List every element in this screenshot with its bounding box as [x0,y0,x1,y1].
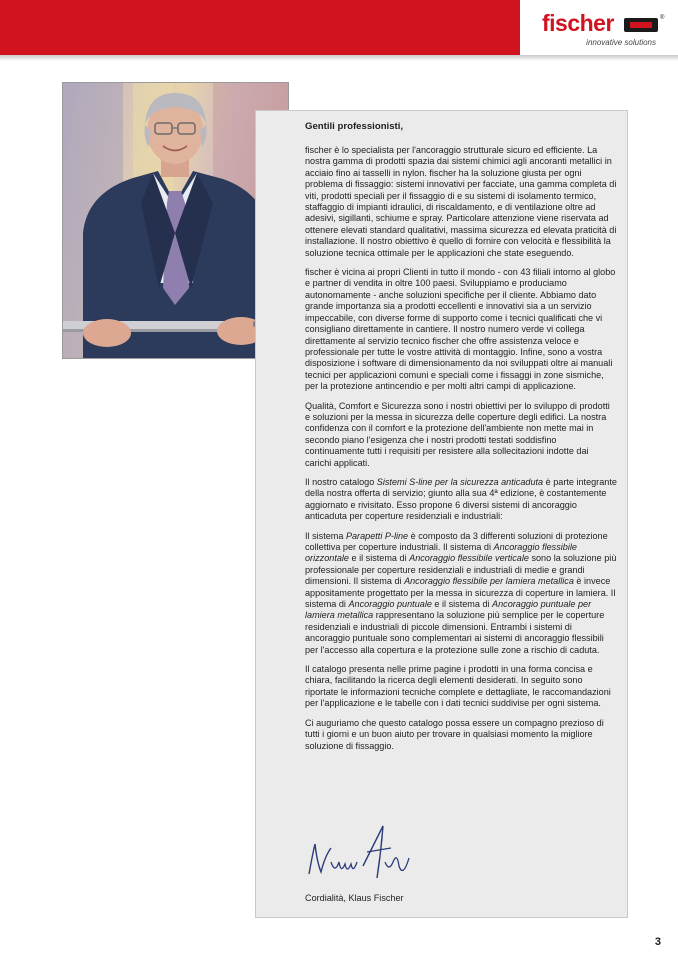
brand-name: fischer [542,10,614,36]
paragraph-systems: Il sistema Parapetti P-line è composto da 3 differenti soluzioni di protezione collettiva per coperture industriali. Il sistema di Ancoraggio flessibile orizzontale e il sistema di Ancoraggio flessibile verticale sono la soluzione più professionale per coperture residenziali e industriali di medie e grandi dimensioni. Il sistema di Ancoraggio flessibile per lamiera metallica è invece appositamente progettato per la messa in sicurezza di coperture in lamiera. Il sistema di Ancoraggio puntuale e il sistema di Ancoraggio puntuale per lamiera metallica rappresentano la soluzione più semplice per le coperture residenziali e industriali di piccole dimensioni. Entrambi i sistemi di ancoraggio puntuale sono complementari ai sistemi di ancoraggio flessibili per l'accesso alla copertura e la protezione sulle zone a rischio di caduta. [305,530,617,655]
paragraph-wish: Ci auguriamo che questo catalogo possa essere un compagno prezioso di tutti i giorni e un buon aiuto per trovare in qualsiasi momento la migliore soluzione di fissaggio. [305,717,604,751]
header-divider [0,55,678,61]
letter-salutation: Gentili professionisti, [305,121,404,132]
page-number: 3 [654,936,661,948]
paragraph-global: fischer è vicina ai propri Clienti in tutto il mondo - con 43 filiali intorno al globo e partner di vendita in oltre 100 paesi. Sviluppiamo e produciamo autonomamente - anche soluzioni specifiche per il cliente. Abbiamo dato grande importanza sia a prodotti eccellenti e innovativi sia a un servizio impeccabile, con diverse forme di supporto come i tecnici qualificati che vi consigliano direttamente in cantiere. Il nostro numero verde vi collega direttamente al servizio tecnico fischer che offre assistenza veloce e professionale per tutte le vostre attività di montaggio. Infine, sono a vostra disposizione i software di dimensionamento da noi sviluppati oltre ai manuali tecnici per applicazioni comuni e speciali come i fissaggi in zone sismiche, per la protezione antincendio e per molti altri campi di applicazione. [305,267,616,392]
handwritten-signature [305,822,415,884]
paragraph-intro: fischer è lo specialista per l'ancoraggio strutturale sicuro ed efficiente. La nostra gamma di prodotti spazia dai sistemi chimici agli ancoranti metallici in acciaio fino ai tasselli in nylon. fischer ha la soluzione giusta per ogni problema di fissaggio: sistemi innovativi per facciate, una gamma completa di viti, prodotti speciali per il fissaggio di e su sistemi di isolamento termico, staffaggio di impianti idraulici, di riscaldamento, e di ventilazione oltre ad adesivi, sigillanti, schiume e spray. Particolare attenzione viene riservata ad ottenere elevati standard qualitativi, massima sicurezza ed elevata praticità di installazione. Il nostro obiettivo è quello di fornire con velocità e flessibilità la soluzione tecnica ottimale per le applicazioni che state eseguendo. [305,145,617,258]
header-red-band [0,0,520,55]
letter-body [305,121,617,760]
brand-tagline: innovative solutions [586,38,656,47]
plug-icon [624,18,658,32]
brand-logo [520,0,678,55]
closing-line: Cordialità, Klaus Fischer [305,893,404,903]
paragraph-structure: Il catalogo presenta nelle prime pagine i prodotti in una forma concisa e chiara, facilitando la ricerca degli elementi desiderati. In seguito sono riportate le informazioni tecniche complete e dettagliate, le raccomandazioni per l'applicazione e le tabelle con i dati tecnici suddivise per ogni sistema. [305,664,611,709]
paragraph-quality: Qualità, Comfort e Sicurezza sono i nostri obiettivi per lo sviluppo di prodotti e soluzioni per la messa in sicurezza delle coperture degli edifici. La nostra confidenza con il comfort e la protezione dell'ambiente non mette mai in secondo piano l'esigenza che i nostri prodotti testati soddisfino continuamente tutti i requisiti per resistere alla sollecitazioni indotte dai carichi applicati. [305,400,610,468]
paragraph-catalog: Il nostro catalogo Sistemi S-line per la sicurezza anticaduta è parte integrante della nostra offerta di servizio; giunto alla sua 4ª edizione, è costantemente aggiornato e rivisitato. Esso propone 6 diversi sistemi di ancoraggio anticaduta per coperture residenziali e industriali: [305,476,617,522]
registered-icon: ® [660,15,665,21]
